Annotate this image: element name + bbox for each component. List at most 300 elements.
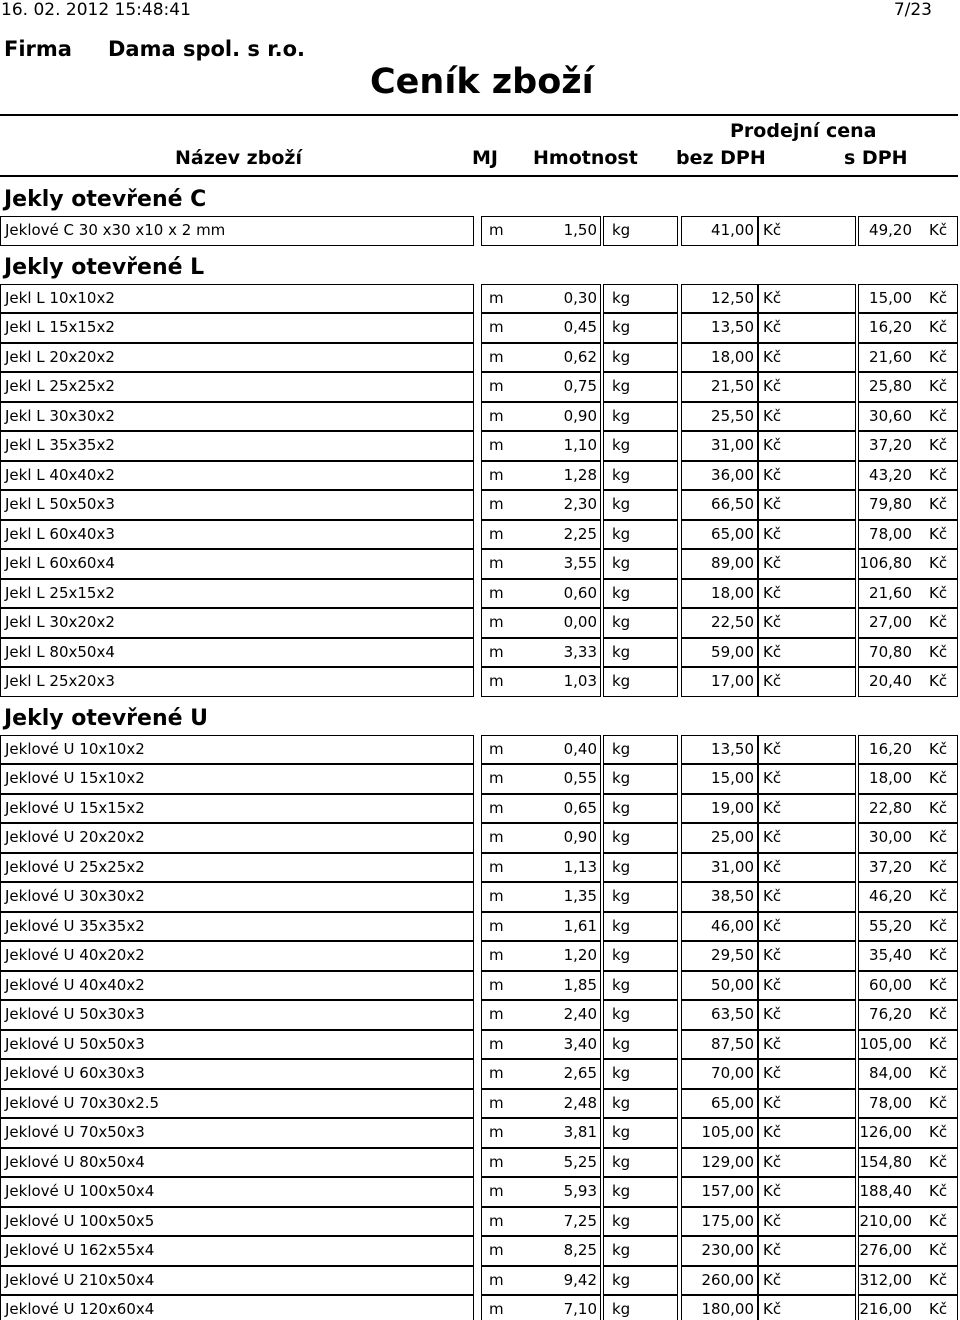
item-weight: 1,85 bbox=[563, 975, 597, 994]
item-unit: m bbox=[481, 912, 601, 942]
item-price-with-vat: 16,20 bbox=[858, 735, 915, 765]
item-price-without-vat: 63,50 bbox=[681, 1000, 758, 1030]
item-price-with-vat: 15,00 bbox=[858, 284, 915, 314]
item-price-without-vat: 180,00 bbox=[681, 1295, 758, 1320]
item-weight: 2,25 bbox=[563, 524, 597, 543]
weight-unit: kg bbox=[603, 402, 678, 432]
weight-unit: kg bbox=[603, 372, 678, 402]
item-unit: m bbox=[481, 1059, 601, 1089]
firma-name: Dama spol. s r.o. bbox=[108, 37, 305, 61]
item-name: Jeklové U 162x55x4 bbox=[0, 1236, 474, 1266]
item-unit: m bbox=[481, 490, 601, 520]
currency-unit: Kč bbox=[914, 1089, 958, 1119]
item-price-without-vat: 87,50 bbox=[681, 1030, 758, 1060]
table-row bbox=[0, 216, 960, 246]
item-price-without-vat: 15,00 bbox=[681, 764, 758, 794]
item-weight: 1,28 bbox=[563, 465, 597, 484]
item-name: Jekl L 80x50x4 bbox=[0, 638, 474, 668]
currency-unit: Kč bbox=[914, 764, 958, 794]
item-weight: 1,13 bbox=[563, 857, 597, 876]
item-unit: m bbox=[481, 1266, 601, 1296]
currency-unit: Kč bbox=[758, 912, 856, 942]
table-row bbox=[0, 794, 960, 824]
table-row bbox=[0, 608, 960, 638]
currency-unit: Kč bbox=[758, 667, 856, 697]
table-row bbox=[0, 882, 960, 912]
item-price-without-vat: 18,00 bbox=[681, 579, 758, 609]
item-unit: m bbox=[481, 735, 601, 765]
item-weight: 0,75 bbox=[563, 377, 597, 395]
currency-unit: Kč bbox=[914, 579, 958, 609]
item-name: Jeklové U 10x10x2 bbox=[0, 735, 474, 765]
title-divider bbox=[0, 114, 958, 116]
currency-unit: Kč bbox=[914, 1059, 958, 1089]
item-price-with-vat: 60,00 bbox=[858, 971, 915, 1001]
item-price-without-vat: 36,00 bbox=[681, 461, 758, 491]
table-row bbox=[0, 1295, 960, 1320]
currency-unit: Kč bbox=[914, 461, 958, 491]
currency-unit: Kč bbox=[758, 764, 856, 794]
item-name: Jeklové U 35x35x2 bbox=[0, 912, 474, 942]
item-weight: 0,40 bbox=[563, 739, 597, 758]
currency-unit: Kč bbox=[914, 549, 958, 579]
table-row bbox=[0, 1059, 960, 1089]
currency-unit: Kč bbox=[758, 1000, 856, 1030]
item-weight: 7,25 bbox=[563, 1211, 597, 1230]
item-price-without-vat: 175,00 bbox=[681, 1207, 758, 1237]
item-name: Jeklové U 25x25x2 bbox=[0, 853, 474, 883]
item-name: Jeklové U 80x50x4 bbox=[0, 1148, 474, 1178]
item-weight: 5,25 bbox=[563, 1152, 597, 1171]
table-row bbox=[0, 372, 960, 402]
table-row bbox=[0, 431, 960, 461]
item-price-with-vat: 37,20 bbox=[858, 853, 915, 883]
item-weight: 3,55 bbox=[563, 554, 597, 572]
table-row bbox=[0, 549, 960, 579]
item-price-with-vat: 188,40 bbox=[858, 1177, 915, 1207]
table-row bbox=[0, 1236, 960, 1266]
currency-unit: Kč bbox=[758, 1177, 856, 1207]
item-name: Jekl L 50x50x3 bbox=[0, 490, 474, 520]
section-title: Jekly otevřené L bbox=[4, 254, 205, 280]
currency-unit: Kč bbox=[758, 853, 856, 883]
item-unit: m bbox=[481, 1118, 601, 1148]
weight-unit: kg bbox=[603, 823, 678, 853]
item-unit: m bbox=[481, 461, 601, 491]
weight-unit: kg bbox=[603, 735, 678, 765]
price-section bbox=[0, 178, 960, 246]
item-unit: m bbox=[481, 1177, 601, 1207]
item-name: Jekl L 30x30x2 bbox=[0, 402, 474, 432]
item-price-without-vat: 50,00 bbox=[681, 971, 758, 1001]
weight-unit: kg bbox=[603, 1030, 678, 1060]
currency-unit: Kč bbox=[914, 941, 958, 971]
currency-unit: Kč bbox=[758, 520, 856, 550]
table-row bbox=[0, 284, 960, 314]
item-price-without-vat: 65,00 bbox=[681, 520, 758, 550]
table-row bbox=[0, 1089, 960, 1119]
weight-unit: kg bbox=[603, 853, 678, 883]
item-price-with-vat: 49,20 bbox=[858, 216, 915, 246]
currency-unit: Kč bbox=[914, 284, 958, 314]
currency-unit: Kč bbox=[914, 1030, 958, 1060]
item-weight: 1,61 bbox=[563, 916, 597, 935]
item-price-with-vat: 216,00 bbox=[858, 1295, 915, 1320]
item-price-with-vat: 46,20 bbox=[858, 882, 915, 912]
item-unit: m bbox=[481, 402, 601, 432]
item-price-without-vat: 31,00 bbox=[681, 853, 758, 883]
item-unit: m bbox=[481, 1030, 601, 1060]
currency-unit: Kč bbox=[758, 638, 856, 668]
item-unit: m bbox=[481, 764, 601, 794]
currency-unit: Kč bbox=[758, 343, 856, 373]
item-unit: m bbox=[481, 638, 601, 668]
item-weight: 3,33 bbox=[563, 642, 597, 661]
currency-unit: Kč bbox=[758, 971, 856, 1001]
item-name: Jekl L 60x40x3 bbox=[0, 520, 474, 550]
currency-unit: Kč bbox=[914, 735, 958, 765]
currency-unit: Kč bbox=[758, 402, 856, 432]
table-row bbox=[0, 1266, 960, 1296]
currency-unit: Kč bbox=[758, 1118, 856, 1148]
currency-unit: Kč bbox=[758, 1207, 856, 1237]
table-row bbox=[0, 343, 960, 373]
table-row bbox=[0, 853, 960, 883]
item-price-without-vat: 25,50 bbox=[681, 402, 758, 432]
weight-unit: kg bbox=[603, 284, 678, 314]
item-price-without-vat: 12,50 bbox=[681, 284, 758, 314]
currency-unit: Kč bbox=[914, 1295, 958, 1320]
weight-unit: kg bbox=[603, 941, 678, 971]
item-name: Jeklové U 40x20x2 bbox=[0, 941, 474, 971]
currency-unit: Kč bbox=[914, 882, 958, 912]
price-section bbox=[0, 697, 960, 1320]
weight-unit: kg bbox=[603, 520, 678, 550]
item-unit: m bbox=[481, 853, 601, 883]
weight-unit: kg bbox=[603, 579, 678, 609]
currency-unit: Kč bbox=[914, 853, 958, 883]
item-weight: 7,10 bbox=[563, 1300, 597, 1318]
currency-unit: Kč bbox=[758, 1148, 856, 1178]
currency-unit: Kč bbox=[914, 313, 958, 343]
item-weight: 0,55 bbox=[563, 769, 597, 787]
item-name: Jekl L 20x20x2 bbox=[0, 343, 474, 373]
item-price-without-vat: 105,00 bbox=[681, 1118, 758, 1148]
item-weight: 9,42 bbox=[563, 1270, 597, 1289]
weight-unit: kg bbox=[603, 667, 678, 697]
weight-unit: kg bbox=[603, 461, 678, 491]
table-row bbox=[0, 823, 960, 853]
currency-unit: Kč bbox=[758, 1266, 856, 1296]
item-price-with-vat: 210,00 bbox=[858, 1207, 915, 1237]
currency-unit: Kč bbox=[914, 667, 958, 697]
item-unit: m bbox=[481, 667, 601, 697]
item-name: Jeklové U 120x60x4 bbox=[0, 1295, 474, 1320]
weight-unit: kg bbox=[603, 764, 678, 794]
item-name: Jeklové U 50x30x3 bbox=[0, 1000, 474, 1030]
item-name: Jekl L 35x35x2 bbox=[0, 431, 474, 461]
item-unit: m bbox=[481, 823, 601, 853]
item-name: Jeklové U 70x30x2.5 bbox=[0, 1089, 474, 1119]
item-weight: 2,65 bbox=[563, 1064, 597, 1082]
table-row bbox=[0, 1118, 960, 1148]
column-header-price-with-vat: s DPH bbox=[844, 147, 908, 169]
currency-unit: Kč bbox=[914, 1000, 958, 1030]
currency-unit: Kč bbox=[914, 794, 958, 824]
item-weight: 2,48 bbox=[563, 1093, 597, 1112]
column-header-mj: MJ bbox=[472, 147, 498, 169]
item-price-without-vat: 41,00 bbox=[681, 216, 758, 246]
item-unit: m bbox=[481, 520, 601, 550]
item-name: Jekl L 60x60x4 bbox=[0, 549, 474, 579]
item-name: Jeklové U 40x40x2 bbox=[0, 971, 474, 1001]
weight-unit: kg bbox=[603, 1000, 678, 1030]
item-price-without-vat: 46,00 bbox=[681, 912, 758, 942]
weight-unit: kg bbox=[603, 1148, 678, 1178]
item-weight: 1,20 bbox=[563, 946, 597, 964]
item-price-with-vat: 55,20 bbox=[858, 912, 915, 942]
item-price-without-vat: 260,00 bbox=[681, 1266, 758, 1296]
item-price-without-vat: 25,00 bbox=[681, 823, 758, 853]
item-name: Jekl L 25x20x3 bbox=[0, 667, 474, 697]
item-price-with-vat: 78,00 bbox=[858, 1089, 915, 1119]
item-price-with-vat: 105,00 bbox=[858, 1030, 915, 1060]
item-price-without-vat: 65,00 bbox=[681, 1089, 758, 1119]
weight-unit: kg bbox=[603, 1266, 678, 1296]
item-price-without-vat: 17,00 bbox=[681, 667, 758, 697]
item-price-with-vat: 37,20 bbox=[858, 431, 915, 461]
item-price-with-vat: 76,20 bbox=[858, 1000, 915, 1030]
item-weight: 5,93 bbox=[563, 1182, 597, 1200]
table-row bbox=[0, 735, 960, 765]
item-unit: m bbox=[481, 1207, 601, 1237]
table-row bbox=[0, 313, 960, 343]
currency-unit: Kč bbox=[758, 823, 856, 853]
currency-unit: Kč bbox=[758, 1236, 856, 1266]
item-weight: 3,40 bbox=[563, 1034, 597, 1053]
item-name: Jeklové U 50x50x3 bbox=[0, 1030, 474, 1060]
item-name: Jeklové U 70x50x3 bbox=[0, 1118, 474, 1148]
item-price-without-vat: 38,50 bbox=[681, 882, 758, 912]
currency-unit: Kč bbox=[914, 1177, 958, 1207]
item-unit: m bbox=[481, 608, 601, 638]
currency-unit: Kč bbox=[914, 216, 958, 246]
weight-unit: kg bbox=[603, 794, 678, 824]
item-weight: 0,60 bbox=[563, 583, 597, 602]
item-unit: m bbox=[481, 1148, 601, 1178]
weight-unit: kg bbox=[603, 971, 678, 1001]
item-price-with-vat: 154,80 bbox=[858, 1148, 915, 1178]
item-weight: 0,30 bbox=[563, 288, 597, 307]
item-price-with-vat: 18,00 bbox=[858, 764, 915, 794]
item-price-without-vat: 157,00 bbox=[681, 1177, 758, 1207]
item-price-with-vat: 35,40 bbox=[858, 941, 915, 971]
currency-unit: Kč bbox=[914, 638, 958, 668]
item-price-without-vat: 129,00 bbox=[681, 1148, 758, 1178]
currency-unit: Kč bbox=[914, 1207, 958, 1237]
item-price-with-vat: 106,80 bbox=[858, 549, 915, 579]
item-weight: 0,45 bbox=[563, 318, 597, 336]
item-price-with-vat: 312,00 bbox=[858, 1266, 915, 1296]
item-price-with-vat: 20,40 bbox=[858, 667, 915, 697]
item-weight: 8,25 bbox=[563, 1241, 597, 1259]
item-price-with-vat: 78,00 bbox=[858, 520, 915, 550]
table-row bbox=[0, 1177, 960, 1207]
currency-unit: Kč bbox=[758, 608, 856, 638]
item-price-without-vat: 18,00 bbox=[681, 343, 758, 373]
item-name: Jekl L 40x40x2 bbox=[0, 461, 474, 491]
item-price-with-vat: 25,80 bbox=[858, 372, 915, 402]
table-row bbox=[0, 941, 960, 971]
page-number: 7/23 bbox=[893, 0, 932, 20]
weight-unit: kg bbox=[603, 1059, 678, 1089]
weight-unit: kg bbox=[603, 1207, 678, 1237]
currency-unit: Kč bbox=[914, 372, 958, 402]
item-price-without-vat: 21,50 bbox=[681, 372, 758, 402]
item-price-with-vat: 126,00 bbox=[858, 1118, 915, 1148]
item-unit: m bbox=[481, 1295, 601, 1320]
item-weight: 1,50 bbox=[563, 221, 597, 239]
table-row bbox=[0, 579, 960, 609]
table-row bbox=[0, 490, 960, 520]
item-weight: 0,00 bbox=[563, 613, 597, 631]
column-header-name: Název zboží bbox=[175, 147, 302, 169]
item-weight: 0,65 bbox=[563, 798, 597, 817]
currency-unit: Kč bbox=[914, 402, 958, 432]
item-name: Jeklové U 60x30x3 bbox=[0, 1059, 474, 1089]
table-row bbox=[0, 402, 960, 432]
column-header-price-group: Prodejní cena bbox=[730, 120, 877, 142]
item-price-with-vat: 79,80 bbox=[858, 490, 915, 520]
item-name: Jekl L 30x20x2 bbox=[0, 608, 474, 638]
item-name: Jekl L 15x15x2 bbox=[0, 313, 474, 343]
item-unit: m bbox=[481, 343, 601, 373]
item-price-with-vat: 70,80 bbox=[858, 638, 915, 668]
weight-unit: kg bbox=[603, 549, 678, 579]
currency-unit: Kč bbox=[914, 971, 958, 1001]
currency-unit: Kč bbox=[758, 579, 856, 609]
currency-unit: Kč bbox=[758, 735, 856, 765]
section-title: Jekly otevřené U bbox=[4, 705, 209, 731]
weight-unit: kg bbox=[603, 313, 678, 343]
item-unit: m bbox=[481, 1236, 601, 1266]
item-unit: m bbox=[481, 1089, 601, 1119]
table-row bbox=[0, 1207, 960, 1237]
item-price-with-vat: 21,60 bbox=[858, 579, 915, 609]
header-divider bbox=[0, 175, 958, 177]
table-row bbox=[0, 1030, 960, 1060]
table-row bbox=[0, 520, 960, 550]
weight-unit: kg bbox=[603, 216, 678, 246]
item-price-with-vat: 30,60 bbox=[858, 402, 915, 432]
currency-unit: Kč bbox=[758, 1030, 856, 1060]
item-unit: m bbox=[481, 313, 601, 343]
currency-unit: Kč bbox=[914, 520, 958, 550]
currency-unit: Kč bbox=[758, 882, 856, 912]
item-price-with-vat: 27,00 bbox=[858, 608, 915, 638]
currency-unit: Kč bbox=[914, 1266, 958, 1296]
item-name: Jeklové C 30 x30 x10 x 2 mm bbox=[0, 216, 474, 246]
currency-unit: Kč bbox=[758, 1089, 856, 1119]
item-name: Jeklové U 20x20x2 bbox=[0, 823, 474, 853]
item-price-without-vat: 230,00 bbox=[681, 1236, 758, 1266]
item-name: Jeklové U 15x15x2 bbox=[0, 794, 474, 824]
currency-unit: Kč bbox=[758, 431, 856, 461]
item-unit: m bbox=[481, 549, 601, 579]
item-weight: 3,81 bbox=[563, 1123, 597, 1141]
price-section bbox=[0, 246, 960, 697]
item-name: Jekl L 10x10x2 bbox=[0, 284, 474, 314]
page-title: Ceník zboží bbox=[370, 62, 594, 102]
item-price-without-vat: 66,50 bbox=[681, 490, 758, 520]
table-row bbox=[0, 1000, 960, 1030]
currency-unit: Kč bbox=[914, 1118, 958, 1148]
item-unit: m bbox=[481, 941, 601, 971]
item-unit: m bbox=[481, 882, 601, 912]
weight-unit: kg bbox=[603, 1295, 678, 1320]
weight-unit: kg bbox=[603, 343, 678, 373]
currency-unit: Kč bbox=[758, 284, 856, 314]
item-weight: 1,03 bbox=[563, 672, 597, 690]
currency-unit: Kč bbox=[758, 549, 856, 579]
item-unit: m bbox=[481, 431, 601, 461]
item-price-without-vat: 22,50 bbox=[681, 608, 758, 638]
weight-unit: kg bbox=[603, 638, 678, 668]
item-price-with-vat: 30,00 bbox=[858, 823, 915, 853]
weight-unit: kg bbox=[603, 1118, 678, 1148]
table-row bbox=[0, 667, 960, 697]
currency-unit: Kč bbox=[914, 431, 958, 461]
price-list bbox=[0, 178, 960, 1320]
item-unit: m bbox=[481, 579, 601, 609]
item-price-without-vat: 89,00 bbox=[681, 549, 758, 579]
weight-unit: kg bbox=[603, 1236, 678, 1266]
item-weight: 0,62 bbox=[563, 347, 597, 366]
item-unit: m bbox=[481, 1000, 601, 1030]
item-name: Jeklové U 100x50x5 bbox=[0, 1207, 474, 1237]
currency-unit: Kč bbox=[758, 313, 856, 343]
item-weight: 0,90 bbox=[563, 406, 597, 425]
item-weight: 2,30 bbox=[563, 495, 597, 513]
currency-unit: Kč bbox=[914, 823, 958, 853]
item-price-without-vat: 13,50 bbox=[681, 735, 758, 765]
currency-unit: Kč bbox=[914, 1236, 958, 1266]
item-weight: 2,40 bbox=[563, 1005, 597, 1023]
currency-unit: Kč bbox=[758, 372, 856, 402]
item-unit: m bbox=[481, 284, 601, 314]
currency-unit: Kč bbox=[914, 912, 958, 942]
item-price-with-vat: 84,00 bbox=[858, 1059, 915, 1089]
currency-unit: Kč bbox=[914, 1148, 958, 1178]
weight-unit: kg bbox=[603, 912, 678, 942]
weight-unit: kg bbox=[603, 882, 678, 912]
currency-unit: Kč bbox=[758, 490, 856, 520]
item-weight: 1,35 bbox=[563, 887, 597, 905]
item-unit: m bbox=[481, 372, 601, 402]
item-name: Jekl L 25x25x2 bbox=[0, 372, 474, 402]
item-unit: m bbox=[481, 216, 601, 246]
item-price-without-vat: 59,00 bbox=[681, 638, 758, 668]
currency-unit: Kč bbox=[914, 490, 958, 520]
currency-unit: Kč bbox=[758, 1059, 856, 1089]
currency-unit: Kč bbox=[758, 794, 856, 824]
column-header-price-without-vat: bez DPH bbox=[676, 147, 766, 169]
item-price-without-vat: 13,50 bbox=[681, 313, 758, 343]
item-weight: 1,10 bbox=[563, 436, 597, 454]
table-row bbox=[0, 638, 960, 668]
item-unit: m bbox=[481, 971, 601, 1001]
item-name: Jeklové U 15x10x2 bbox=[0, 764, 474, 794]
